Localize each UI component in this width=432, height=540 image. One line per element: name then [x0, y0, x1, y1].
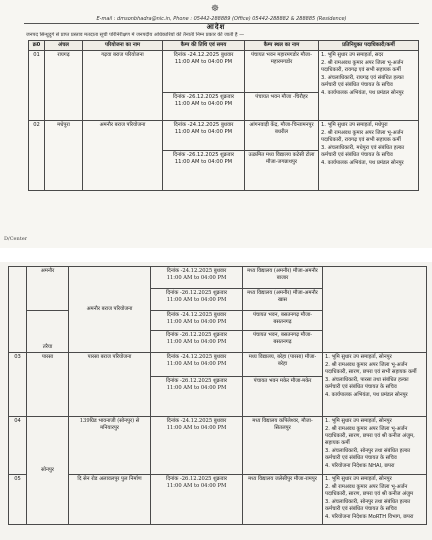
- camp-datetime-cell: [151, 377, 243, 417]
- zone-cell: सोनपुर: [27, 417, 69, 525]
- camp-date: दिनांक -24.12.2025 बुधवार: [166, 268, 227, 274]
- camp-time: 11:00 AM to 04:00 PM: [174, 101, 233, 107]
- camp-date: दिनांक -26.12.2025 शुक्रवार: [172, 94, 235, 100]
- venue-cell: आंगनवाड़ी केंद्र, मौजा-चिन्तामनपुर बधरील: [245, 121, 319, 151]
- zone-cell: रायगढ़: [45, 51, 83, 121]
- official-item: 4. परियोजना निदेशक NHAI, छपरा: [325, 463, 395, 469]
- header-venue: कैम्प स्थल का नाम: [245, 41, 319, 51]
- project-cell: पारसा बराज परियोजना: [69, 353, 151, 417]
- camp-datetime-cell: [151, 475, 243, 525]
- official-item: 2. श्री रामअवध कुमार अपर जिला भू-अर्जन पदाधिकारी, सारण, छपरा एवं सभी सहायक कर्मी: [325, 362, 417, 375]
- camp-time: 11:00 AM to 04:00 PM: [166, 385, 227, 391]
- official-item: 2. श्री रामअवध कुमार अपर जिला भू-अर्जन पदाधिकारी, रायगढ़ एवं सभी सहायक कर्मी: [321, 130, 404, 143]
- camp-time: 11:00 AM to 04:00 PM: [166, 339, 227, 345]
- header-zone: अंचल: [45, 41, 83, 51]
- venue-cell: मध्य विद्यालय कपिलेश्वर, मौजा-सितलपुर: [243, 417, 323, 475]
- camp-time: 11:00 AM to 04:00 PM: [166, 275, 227, 281]
- officials-cell: [319, 51, 419, 121]
- venue-cell: मध्य विद्यालय (अमनौर) मौजा-अमनौर बाजार: [243, 267, 323, 289]
- project-cell: अमनौर बराज परियोजना: [69, 267, 151, 353]
- venue-cell: पंचायत भवन, बसतनगढ़ मौजा-बसतनगढ़: [243, 331, 323, 353]
- official-item: 2. श्री रामअवध कुमार अपर जिला भू-अर्जन पदाधिकारी, रायगढ़ एवं सभी सहायक कर्मी: [321, 60, 404, 73]
- official-item: 3. अंचलाधिकारी, पारसा तथा संबंधित हल्का कर्मचारी एवं संबंधित पंचायत के सचिव: [325, 377, 409, 390]
- camp-datetime-cell: [151, 331, 243, 353]
- document-page-1: [0, 0, 432, 248]
- header-date-time: कैम्प की तिथि एवं समय: [163, 41, 245, 51]
- officials-cell: [323, 475, 427, 525]
- official-item: 1. भूमि सुधार उप समाहर्ता, सोनपुर: [325, 418, 392, 424]
- camp-date: दिनांक -26.12.2025 शुक्रवार: [172, 152, 235, 158]
- officials-cell: [323, 353, 427, 417]
- zone-cell: मधेपुरा: [45, 121, 83, 191]
- contact-line: E-mail : dmsonbhadra@nic.in, Phone : 05442-288889 (Office) 05442-288882 & 288885 (Residence): [24, 16, 419, 24]
- zone-cell: तरैया: [27, 311, 69, 353]
- serial-cell: 05: [9, 475, 27, 525]
- camp-time: 11:00 AM to 04:00 PM: [174, 59, 233, 65]
- official-item: 1. भूमि सुधार उप समाहर्ता, सोनपुर: [325, 476, 392, 482]
- camp-time: 11:00 AM to 04:00 PM: [166, 483, 227, 489]
- camp-datetime-cell: [163, 93, 245, 121]
- camp-datetime-cell: [151, 417, 243, 475]
- page-separator: [0, 248, 432, 262]
- margin-note: D/Center: [4, 236, 28, 242]
- official-item: 3. अंचलाधिकारी, सोनपुर तथा संबंधित हल्का कर्मचारी एवं संबंधित पंचायत के सचिव: [325, 448, 411, 461]
- official-item: 3. अंचलाधिकारी, मधेपुरा एवं संबंधित हल्का कर्मचारी एवं संबंधित पंचायत के सचिव: [321, 145, 405, 158]
- header-project: परियोजना का नाम: [83, 41, 163, 51]
- official-item: 1. भूमि सुधार उप समाहर्ता, सोनपुर: [325, 354, 392, 360]
- venue-cell: मध्य विद्यालय जलेसीपुर मौजा-रामपुर: [243, 475, 323, 525]
- official-item: 4. कार्यपालक अभियंता, पथ प्रमंडल सोनपुर: [325, 392, 408, 398]
- official-item: 1. भूमि सुधार उप समाहर्ता, सदर: [321, 52, 384, 58]
- order-title: आदेश: [206, 23, 226, 31]
- camp-datetime-cell: [163, 51, 245, 93]
- table-row: [9, 267, 427, 289]
- serial-cell: [9, 267, 27, 353]
- venue-cell: पंचायत भवन महारमगडोर मौजा-महारमगडोर: [245, 51, 319, 93]
- venue-cell: मध्य विद्यालय (अमनौर) मौजा-अमनौर खास: [243, 289, 323, 311]
- camp-schedule-table-2: [8, 266, 427, 525]
- official-item: 2. श्री रामअवध कुमार अपर जिला भू-अर्जन पदाधिकारी, सारण, छपरा एवं श्री कनीज अंजुम, सहायक कर्मी: [325, 426, 415, 446]
- official-item: 4. कार्यपालक अभियंता, पथ प्रमंडल सोनपुर: [321, 160, 404, 166]
- venue-cell: पंचायत भवन, बसतनगढ़ मौजा-बसतनगढ़: [243, 311, 323, 331]
- official-item: 4. कार्यपालक अभियंता, पथ प्रमंडल सोनपुर: [321, 90, 404, 96]
- project-cell: 139ग्रिड भावनाजी (सोनपुर) से मनियारपुर: [69, 417, 151, 475]
- venue-cell: उत्क्रमित मध्य विद्यालय कटेसी टोला मौजा-जगन्नाथपुर: [245, 151, 319, 191]
- intro-paragraph: जनपद सिन्धुदुर्ग से प्राप्त प्रस्ताव मतदाता सूची परिनिरीक्षण में जनपदीय अधिकारियों की तैनाती निम्न प्रकार की जाती है —: [26, 32, 245, 38]
- camp-schedule-table-1: [28, 40, 419, 191]
- table-row: [29, 51, 419, 93]
- camp-datetime-cell: [151, 289, 243, 311]
- official-item: 3. अंचलाधिकारी, सोनपुर तथा संबंधित हल्का कर्मचारी एवं संबंधित पंचायत के सचिव: [325, 499, 411, 512]
- camp-time: 11:00 AM to 04:00 PM: [166, 319, 227, 325]
- camp-time: 11:00 AM to 04:00 PM: [174, 129, 233, 135]
- serial-cell: 02: [29, 121, 45, 191]
- serial-cell: 01: [29, 51, 45, 121]
- table-row: [9, 353, 427, 377]
- header-serial: क्र0: [29, 41, 45, 51]
- camp-date: दिनांक -26.12.2025 शुक्रवार: [166, 476, 227, 482]
- serial-cell: 04: [9, 417, 27, 475]
- project-cell: गढ़वा बराज परियोजना: [83, 51, 163, 121]
- camp-time: 11:00 AM to 04:00 PM: [166, 297, 227, 303]
- official-item: 1. भूमि सुधार उप समाहर्ता, मधेपुरा: [321, 122, 388, 128]
- zone-cell: पारसा: [27, 353, 69, 417]
- header-officials: प्रतिनियुक्त पदाधिकारी/कर्मी: [319, 41, 419, 51]
- serial-cell: 03: [9, 353, 27, 417]
- camp-date: दिनांक -24.12.2025 बुधवार: [173, 52, 234, 58]
- zone-cell: अमनौर: [27, 267, 69, 311]
- camp-time: 11:00 AM to 04:00 PM: [166, 425, 227, 431]
- camp-time: 11:00 AM to 04:00 PM: [166, 361, 227, 367]
- venue-cell: मध्य विद्यालय, बरेहा (पारसा) मौजा-बरेहा: [243, 353, 323, 377]
- official-item: 4. परियोजना निदेशक MoRTH विभाग, छपरा: [325, 514, 414, 520]
- official-item: 2. श्री रामअवध कुमार अपर जिला भू-अर्जन पदाधिकारी, सारण, छपरा एवं श्री कनीज अंजुम: [325, 484, 414, 497]
- camp-date: दिनांक -26.12.2025 शुक्रवार: [166, 378, 227, 384]
- camp-time: 11:00 AM to 04:00 PM: [174, 159, 233, 165]
- table-row: [9, 475, 427, 525]
- camp-datetime-cell: [163, 151, 245, 191]
- camp-date: दिनांक -24.12.2025 बुधवार: [166, 312, 227, 318]
- camp-date: दिनांक -24.12.2025 बुधवार: [173, 122, 234, 128]
- table-row: [9, 417, 427, 475]
- camp-datetime-cell: [151, 353, 243, 377]
- emblem-seal-icon: ☸: [210, 4, 220, 14]
- table-header-row: [29, 41, 419, 51]
- project-cell: दि सेन रोड अलावलपुर पुल निर्माण: [69, 475, 151, 525]
- camp-date: दिनांक -26.12.2025 शुक्रवार: [166, 332, 227, 338]
- official-item: 3. अंचलाधिकारी, रायगढ़ एवं संबंधित हल्का कर्मचारी एवं संबंधित पंचायत के सचिव: [321, 75, 404, 88]
- camp-date: दिनांक -24.12.2025 बुधवार: [166, 418, 227, 424]
- camp-date: दिनांक -24.12.2025 बुधवार: [166, 354, 227, 360]
- camp-date: दिनांक -26.12.2025 शुक्रवार: [166, 290, 227, 296]
- camp-datetime-cell: [163, 121, 245, 151]
- officials-cell: [319, 121, 419, 191]
- document-page-2: [0, 262, 432, 540]
- table-row: [29, 121, 419, 151]
- camp-datetime-cell: [151, 267, 243, 289]
- project-cell: अमनौर बराज परियोजना: [83, 121, 163, 191]
- officials-cell: [323, 417, 427, 475]
- venue-cell: पंचायत भवन मौजा -चिरौहर: [245, 93, 319, 121]
- camp-datetime-cell: [151, 311, 243, 331]
- officials-cell: [323, 267, 427, 353]
- venue-cell: पंचायत भवन मकेर मौजा-मकेर: [243, 377, 323, 417]
